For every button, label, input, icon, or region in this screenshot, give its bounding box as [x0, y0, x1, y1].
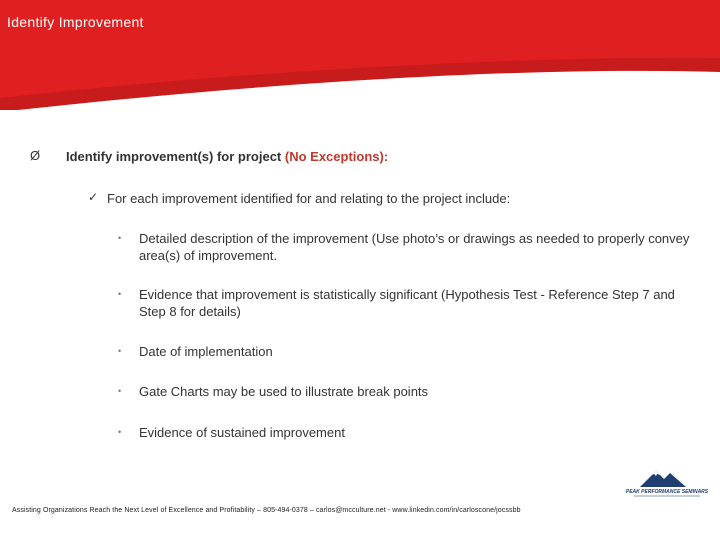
no-exceptions-label: (No Exceptions): — [284, 149, 389, 164]
company-logo — [626, 467, 708, 499]
list-item-text: Evidence that improvement is statistically significant (Hypothesis Test - Reference Step 7 and Step 8 for details) — [139, 287, 675, 319]
dot-bullet-icon: • — [118, 427, 122, 437]
main-bullet-text — [66, 149, 388, 164]
list-item-text: Gate Charts may be used to illustrate break points — [139, 384, 429, 399]
dot-bullet-icon: • — [118, 289, 122, 299]
slide-title: Identify Improvement — [7, 14, 144, 30]
main-bullet-label: Identify improvement(s) for project — [66, 149, 285, 164]
footer-text: Assisting Organizations Reach the Next Level of Excellence and Profitability – 805-494-0378 – carlos@mcculture.net - www.linkedin.com/in/carloscone/jocssbb — [12, 507, 521, 514]
checkmark-bullet-icon: ✓ — [88, 190, 99, 204]
list-item-text: Detailed description of the improvement (Use photo’s or drawings as needed to properly convey area(s) of improvement. — [139, 231, 690, 263]
logo-wordmark: PEAK PERFORMANCE SEMINARS — [626, 489, 708, 495]
sub-bullet-text: For each improvement identified for and relating to the project include: — [107, 191, 511, 206]
dot-bullet-icon: • — [118, 233, 122, 243]
list-item-text: Evidence of sustained improvement — [139, 425, 345, 440]
dot-bullet-icon: • — [118, 346, 122, 356]
arrow-bullet-icon: Ø — [30, 148, 41, 163]
mountain-icon — [640, 471, 686, 487]
list-item-text: Date of implementation — [139, 344, 273, 359]
dot-bullet-icon: • — [118, 386, 122, 396]
